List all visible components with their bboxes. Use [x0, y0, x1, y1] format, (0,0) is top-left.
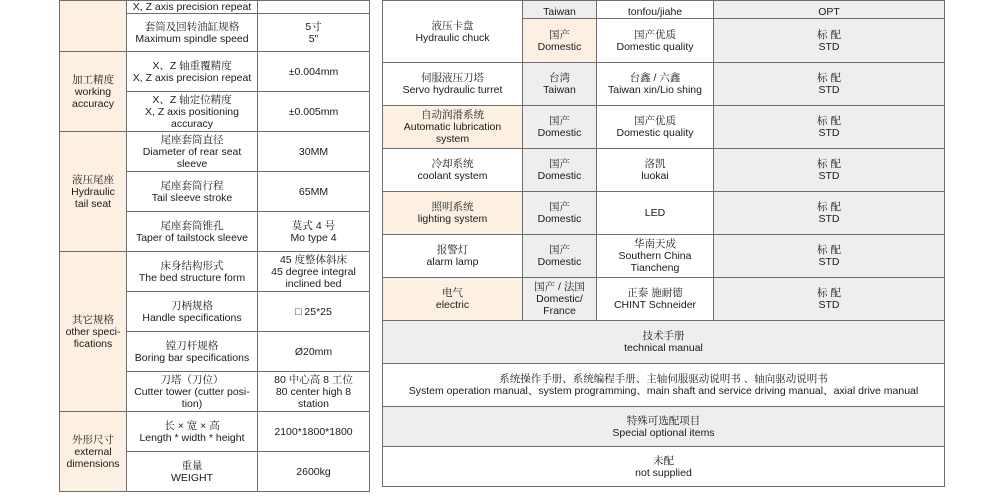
- param-cell: 长 × 宽 × 高 Length * width * height: [127, 412, 258, 452]
- special-options-title-cell: 特殊可选配项目 Special optional items: [383, 407, 945, 447]
- param-cell: 尾座套筒行程 Tail sleeve stroke: [127, 172, 258, 212]
- component-name-cell: 自动润滑系统 Automatic lubrication system: [383, 106, 523, 149]
- manual-title-cell: 技术手册 technical manual: [383, 321, 945, 364]
- category-accuracy: 加工精度 working accuracy: [60, 52, 127, 132]
- brand-cell: 洛凯 luokai: [597, 149, 714, 192]
- origin-cell: 国产 Domestic: [523, 235, 597, 278]
- param-cell: 镗刀杆规格 Boring bar specifications: [127, 332, 258, 372]
- manual-list-cell: 系统操作手册、系统编程手册、主轴伺服驱动说明书 、轴向驱动说明书 System operation manual、system programming、main shaft and service driving manual、axial drive manual: [383, 364, 945, 407]
- status-cell: 标 配 STD: [714, 19, 945, 63]
- special-options-value-cell: 未配 not supplied: [383, 447, 945, 487]
- value-cell: 2100*1800*1800: [258, 412, 370, 452]
- category-other: 其它规格 other speci- fications: [60, 252, 127, 412]
- status-cell: 标 配 STD: [714, 235, 945, 278]
- param-cell: X、Z 轴重覆精度 X, Z axis precision repeat: [127, 52, 258, 92]
- param-cell: 套筒及回转油缸规格 Maximum spindle speed: [127, 14, 258, 52]
- brand-cell: 国产优质 Domestic quality: [597, 19, 714, 63]
- status-cell: 标 配 STD: [714, 278, 945, 321]
- value-cell: □ 25*25: [258, 292, 370, 332]
- category-tailseat: 液压尾座 Hydraulic tail seat: [60, 132, 127, 252]
- category-cell-top: [60, 1, 127, 52]
- param-cell: 刀塔（刀位） Cutter tower (cutter posi- tion): [127, 372, 258, 412]
- brand-cell: 台鑫 / 六鑫 Taiwan xin/Lio shing: [597, 63, 714, 106]
- component-name-cell: 冷却系统 coolant system: [383, 149, 523, 192]
- value-cell: 45 度整体斜床 45 degree integral inclined bed: [258, 252, 370, 292]
- value-cell: ±0.004mm: [258, 52, 370, 92]
- value-cell: ±0.005mm: [258, 92, 370, 132]
- value-cell: [258, 1, 370, 14]
- origin-cell: Taiwan: [523, 1, 597, 19]
- param-cell: X、Z 轴定位精度 X, Z axis positioning accuracy: [127, 92, 258, 132]
- origin-cell: 国产 Domestic: [523, 106, 597, 149]
- param-cell: 尾座套筒锥孔 Taper of tailstock sleeve: [127, 212, 258, 252]
- spec-table-left: [59, 0, 370, 492]
- param-cell: X, Z axis precision repeat: [127, 1, 258, 14]
- component-name-cell: 电气 electric: [383, 278, 523, 321]
- origin-cell: 国产 / 法国 Domestic/ France: [523, 278, 597, 321]
- status-cell: 标 配 STD: [714, 106, 945, 149]
- param-cell: 刀柄规格 Handle specifications: [127, 292, 258, 332]
- value-cell: 30MM: [258, 132, 370, 172]
- value-cell: 5寸 5": [258, 14, 370, 52]
- param-cell: 尾座套筒直径 Diameter of rear seat sleeve: [127, 132, 258, 172]
- origin-cell: 国产 Domestic: [523, 19, 597, 63]
- category-dims: 外形尺寸 external dimensions: [60, 412, 127, 492]
- origin-cell: 国产 Domestic: [523, 149, 597, 192]
- component-name-cell: 液压卡盘 Hydraulic chuck: [383, 1, 523, 63]
- component-name-cell: 照明系统 lighting system: [383, 192, 523, 235]
- status-cell: 标 配 STD: [714, 192, 945, 235]
- status-cell: 标 配 STD: [714, 63, 945, 106]
- value-cell: 80 中心高 8 工位 80 center high 8 station: [258, 372, 370, 412]
- value-cell: 2600kg: [258, 452, 370, 492]
- brand-cell: LED: [597, 192, 714, 235]
- brand-cell: 国产优质 Domestic quality: [597, 106, 714, 149]
- component-name-cell: 伺服液压刀塔 Servo hydraulic turret: [383, 63, 523, 106]
- origin-cell: 国产 Domestic: [523, 192, 597, 235]
- value-cell: 65MM: [258, 172, 370, 212]
- value-cell: 莫式 4 号 Mo type 4: [258, 212, 370, 252]
- status-cell: 标 配 STD: [714, 149, 945, 192]
- brand-cell: 正泰 施耐德 CHINT Schneider: [597, 278, 714, 321]
- param-cell: 重量 WEIGHT: [127, 452, 258, 492]
- param-cell: 床身结构形式 The bed structure form: [127, 252, 258, 292]
- brand-cell: 华南天成 Southern China Tiancheng: [597, 235, 714, 278]
- value-cell: Ø20mm: [258, 332, 370, 372]
- origin-cell: 台湾 Taiwan: [523, 63, 597, 106]
- status-cell: OPT: [714, 1, 945, 19]
- spec-table-right: [382, 0, 945, 487]
- component-name-cell: 报警灯 alarm lamp: [383, 235, 523, 278]
- brand-cell: tonfou/jiahe: [597, 1, 714, 19]
